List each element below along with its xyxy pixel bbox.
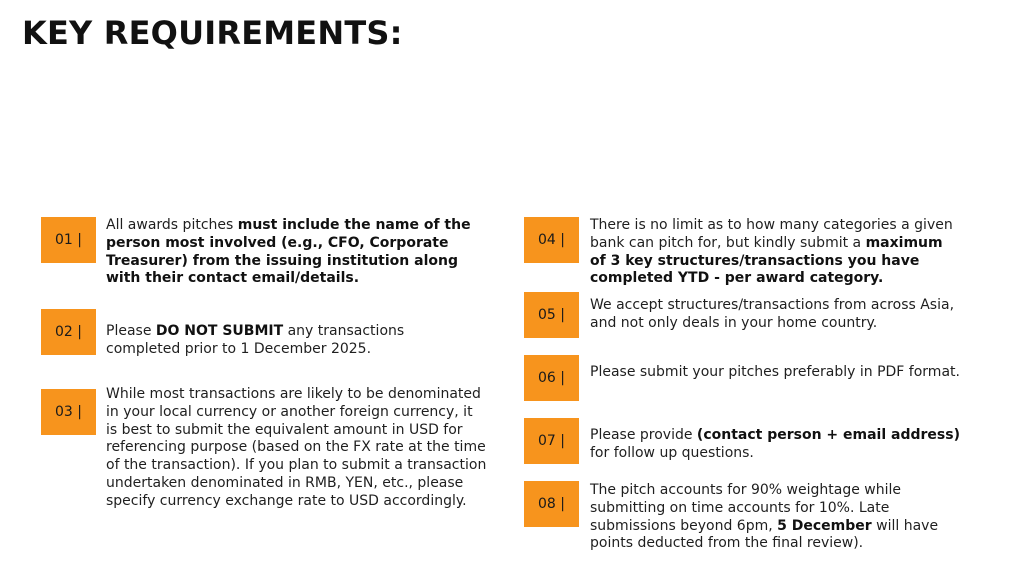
- text-run-bold: DO NOT SUBMIT: [155, 323, 284, 339]
- text-run: any transactions completed prior to 1 December 2025.: [106, 323, 405, 357]
- requirement-text: [590, 364, 962, 382]
- text-run: Please submit your pitches preferably in PDF format.: [590, 364, 960, 380]
- text-run-bold: maximum of 3 key structures/transactions you have completed YTD - per award category.: [590, 234, 943, 287]
- item-number: 05 |: [538, 307, 565, 323]
- requirement-text: [590, 482, 962, 553]
- requirement-text: [590, 297, 962, 333]
- item-number-badge: [524, 292, 579, 338]
- item-number-badge: [41, 309, 96, 355]
- text-run: will have points deducted from the final review).: [590, 517, 939, 552]
- text-run-bold: must include the name of the person most involved (e.g., CFO, Corporate Treasurer) from the issuing institution along with their contact email/details.: [106, 217, 471, 287]
- item-number: 01 |: [55, 232, 82, 248]
- item-number: 06 |: [538, 370, 565, 386]
- item-number-badge: [524, 481, 579, 527]
- text-run-bold: 5 December: [777, 517, 872, 534]
- requirement-text: [590, 217, 962, 288]
- item-number: 03 |: [55, 404, 82, 420]
- item-number-badge: [41, 217, 96, 263]
- item-number: 04 |: [538, 232, 565, 248]
- requirement-text: [106, 323, 466, 359]
- text-run: Please: [106, 323, 156, 339]
- item-number-badge: [524, 418, 579, 464]
- text-run: While most transactions are likely to be denominated in your local currency or another foreign currency, it is best to submit the equivalent amount in USD for referencing purpose (based on the FX rate at the time of the transaction). If you plan to submit a transaction undertaken denominated in RMB, YEN, etc., please specify currency exchange rate to USD accordingly.: [106, 386, 487, 509]
- text-run: There is no limit as to how many categories a given bank can pitch for, but kindly submit a: [590, 217, 953, 251]
- text-run: Please provide: [590, 427, 697, 443]
- item-number: 02 |: [55, 324, 82, 340]
- text-run: for follow up questions.: [590, 444, 754, 461]
- item-number: 07 |: [538, 433, 565, 449]
- text-run: All awards pitches: [106, 217, 238, 233]
- requirement-text: [590, 427, 962, 463]
- page-title: KEY REQUIREMENTS:: [22, 14, 403, 52]
- requirement-text: [106, 217, 486, 288]
- text-run: The pitch accounts for 90% weightage while submitting on time accounts for 10%. Late submissions beyond 6pm,: [590, 482, 902, 534]
- text-run-bold: (contact person + email address): [696, 427, 960, 443]
- text-run: We accept structures/transactions from across Asia, and not only deals in your home country.: [590, 297, 955, 331]
- item-number: 08 |: [538, 496, 565, 512]
- item-number-badge: [524, 355, 579, 401]
- item-number-badge: [524, 217, 579, 263]
- item-number-badge: [41, 389, 96, 435]
- requirement-text: [106, 386, 488, 511]
